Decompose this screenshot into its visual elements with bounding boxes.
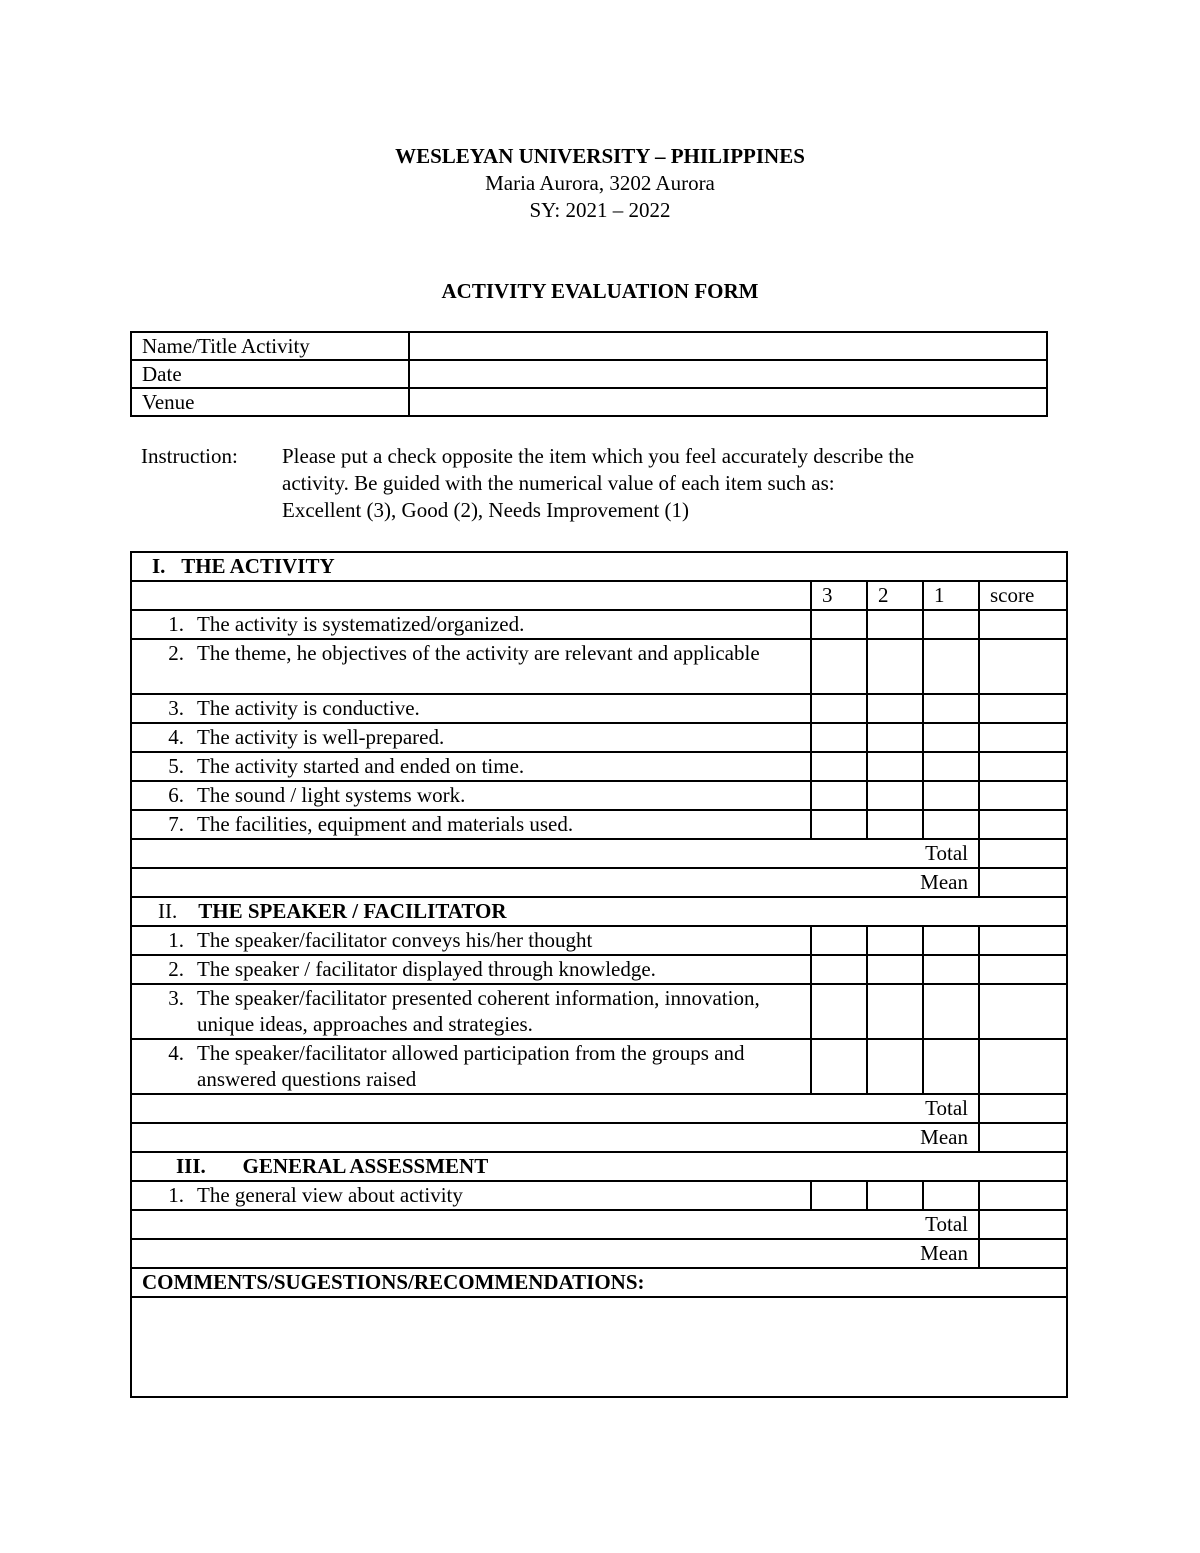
score-cell[interactable]: [979, 610, 1067, 639]
table-row: [131, 810, 1067, 839]
section-header-row: [131, 552, 1067, 581]
activity-info-table: [130, 331, 1048, 417]
rating-3-cell[interactable]: [811, 610, 867, 639]
info-row-name: [131, 332, 1047, 360]
form-title: ACTIVITY EVALUATION FORM: [441, 279, 759, 303]
item-number: 2.: [168, 641, 184, 665]
instruction-line: activity. Be guided with the numerical value of each item such as:: [282, 471, 835, 495]
item-number: 3.: [168, 696, 184, 720]
item-number: 1.: [168, 612, 184, 636]
university-address: Maria Aurora, 3202 Aurora: [485, 171, 715, 195]
rating-3-cell[interactable]: [811, 810, 867, 839]
rating-2-cell[interactable]: [867, 1181, 923, 1210]
item-text: The sound / light systems work.: [197, 783, 466, 807]
total-row: [131, 1210, 1067, 1239]
mean-value-cell[interactable]: [979, 1239, 1067, 1268]
university-name: WESLEYAN UNIVERSITY – PHILIPPINES: [395, 144, 805, 168]
total-value-cell[interactable]: [979, 1094, 1067, 1123]
score-cell[interactable]: [979, 752, 1067, 781]
date-label: Date: [131, 360, 409, 388]
rating-3-cell[interactable]: [811, 723, 867, 752]
mean-row: [131, 868, 1067, 897]
item-text: The facilities, equipment and materials used.: [197, 812, 574, 836]
item-text: The activity is well-prepared.: [197, 725, 445, 749]
table-row: [131, 639, 1067, 694]
table-row: [131, 781, 1067, 810]
mean-row: [131, 1123, 1067, 1152]
score-cell[interactable]: [979, 810, 1067, 839]
rating-3-cell[interactable]: [811, 926, 867, 955]
rating-1-cell[interactable]: [923, 752, 979, 781]
rating-1-cell[interactable]: [923, 810, 979, 839]
item-text: The activity is conductive.: [197, 696, 420, 720]
section-title: THE ACTIVITY: [181, 554, 335, 578]
table-row: [131, 1181, 1067, 1210]
table-row: [131, 752, 1067, 781]
score-cell[interactable]: [979, 1039, 1067, 1094]
score-cell[interactable]: [979, 639, 1067, 694]
rating-1-cell[interactable]: [923, 639, 979, 694]
score-cell[interactable]: [979, 781, 1067, 810]
table-row: [131, 984, 1067, 1039]
total-row: [131, 839, 1067, 868]
rating-3-cell[interactable]: [811, 984, 867, 1039]
score-cell[interactable]: [979, 984, 1067, 1039]
rating-3-cell[interactable]: [811, 694, 867, 723]
rating-1-cell[interactable]: [923, 694, 979, 723]
table-row: [131, 926, 1067, 955]
item-number: 2.: [168, 957, 184, 981]
total-label: Total: [131, 1210, 979, 1239]
item-text: The speaker / facilitator displayed through knowledge.: [197, 957, 656, 981]
score-cell[interactable]: [979, 723, 1067, 752]
column-header-3: 3: [811, 581, 867, 610]
section-header-row: [131, 1152, 1067, 1181]
section-1-header: [131, 552, 1067, 581]
comments-label: COMMENTS/SUGESTIONS/RECOMMENDATIONS:: [131, 1268, 1067, 1297]
rating-2-cell[interactable]: [867, 752, 923, 781]
item-number: 1.: [168, 928, 184, 952]
info-row-venue: [131, 388, 1047, 416]
rating-1-cell[interactable]: [923, 926, 979, 955]
info-row-date: [131, 360, 1047, 388]
section-title: THE SPEAKER / FACILITATOR: [198, 899, 507, 923]
instruction-text: [282, 443, 1042, 524]
rating-2-cell[interactable]: [867, 1039, 923, 1094]
rating-2-cell[interactable]: [867, 723, 923, 752]
section-3-header: [131, 1152, 1067, 1181]
total-value-cell[interactable]: [979, 839, 1067, 868]
mean-row: [131, 1239, 1067, 1268]
item-number: 5.: [168, 754, 184, 778]
rating-2-cell[interactable]: [867, 694, 923, 723]
item-number: 4.: [168, 1041, 184, 1065]
column-header-1: 1: [923, 581, 979, 610]
item-text: The speaker/facilitator presented coherent information, innovation, unique ideas, approaches and strategies.: [197, 986, 760, 1036]
item-text: The theme, he objectives of the activity are relevant and applicable: [197, 641, 760, 665]
rating-3-cell[interactable]: [811, 781, 867, 810]
rating-2-cell[interactable]: [867, 610, 923, 639]
total-label: Total: [131, 1094, 979, 1123]
mean-label: Mean: [131, 1123, 979, 1152]
blank-cell: [131, 581, 811, 610]
column-header-score: score: [979, 581, 1067, 610]
comments-header-row: [131, 1268, 1067, 1297]
column-header-row: [131, 581, 1067, 610]
table-row: [131, 723, 1067, 752]
evaluation-table: [130, 551, 1068, 1398]
table-row: [131, 694, 1067, 723]
item-text: The speaker/facilitator allowed participation from the groups and answered questions raised: [197, 1041, 745, 1091]
rating-1-cell[interactable]: [923, 984, 979, 1039]
date-field[interactable]: [409, 360, 1047, 388]
rating-2-cell[interactable]: [867, 639, 923, 694]
venue-field[interactable]: [409, 388, 1047, 416]
mean-value-cell[interactable]: [979, 1123, 1067, 1152]
column-header-2: 2: [867, 581, 923, 610]
rating-2-cell[interactable]: [867, 955, 923, 984]
section-title: GENERAL ASSESSMENT: [242, 1154, 489, 1178]
rating-3-cell[interactable]: [811, 752, 867, 781]
rating-2-cell[interactable]: [867, 926, 923, 955]
instruction-label: Instruction:: [141, 444, 238, 468]
item-number: 1.: [168, 1183, 184, 1207]
name-field[interactable]: [409, 332, 1047, 360]
comments-row: [131, 1297, 1067, 1397]
rating-2-cell[interactable]: [867, 781, 923, 810]
total-label: Total: [131, 839, 979, 868]
score-cell[interactable]: [979, 694, 1067, 723]
mean-label: Mean: [131, 868, 979, 897]
rating-2-cell[interactable]: [867, 810, 923, 839]
item-text: The general view about activity: [197, 1183, 463, 1207]
total-value-cell[interactable]: [979, 1210, 1067, 1239]
rating-3-cell[interactable]: [811, 639, 867, 694]
rating-1-cell[interactable]: [923, 781, 979, 810]
rating-3-cell[interactable]: [811, 1039, 867, 1094]
mean-label: Mean: [131, 1239, 979, 1268]
item-number: 6.: [168, 783, 184, 807]
section-numeral: I.: [152, 554, 166, 578]
score-cell[interactable]: [979, 926, 1067, 955]
rating-1-cell[interactable]: [923, 1181, 979, 1210]
table-row: [131, 1039, 1067, 1094]
rating-1-cell[interactable]: [923, 723, 979, 752]
item-text: The activity is systematized/organized.: [197, 612, 525, 636]
rating-3-cell[interactable]: [811, 955, 867, 984]
section-numeral: III.: [176, 1154, 206, 1178]
rating-1-cell[interactable]: [923, 610, 979, 639]
rating-1-cell[interactable]: [923, 955, 979, 984]
school-year: SY: 2021 – 2022: [529, 198, 671, 222]
total-row: [131, 1094, 1067, 1123]
score-cell[interactable]: [979, 955, 1067, 984]
name-label: Name/Title Activity: [131, 332, 409, 360]
table-row: [131, 610, 1067, 639]
section-numeral: II.: [158, 899, 178, 923]
item-number: 3.: [168, 986, 184, 1010]
score-cell[interactable]: [979, 1181, 1067, 1210]
section-2-header: [131, 897, 1067, 926]
rating-1-cell[interactable]: [923, 1039, 979, 1094]
item-text: The speaker/facilitator conveys his/her thought: [197, 928, 593, 952]
section-header-row: [131, 897, 1067, 926]
mean-value-cell[interactable]: [979, 868, 1067, 897]
rating-3-cell[interactable]: [811, 1181, 867, 1210]
venue-label: Venue: [131, 388, 409, 416]
item-number: 4.: [168, 725, 184, 749]
instruction-line: Please put a check opposite the item which you feel accurately describe the: [282, 444, 915, 468]
item-number: 7.: [168, 812, 184, 836]
table-row: [131, 955, 1067, 984]
instruction-line: Excellent (3), Good (2), Needs Improvement (1): [282, 498, 690, 522]
item-text: The activity started and ended on time.: [197, 754, 525, 778]
rating-2-cell[interactable]: [867, 984, 923, 1039]
comments-field[interactable]: [131, 1297, 1067, 1397]
